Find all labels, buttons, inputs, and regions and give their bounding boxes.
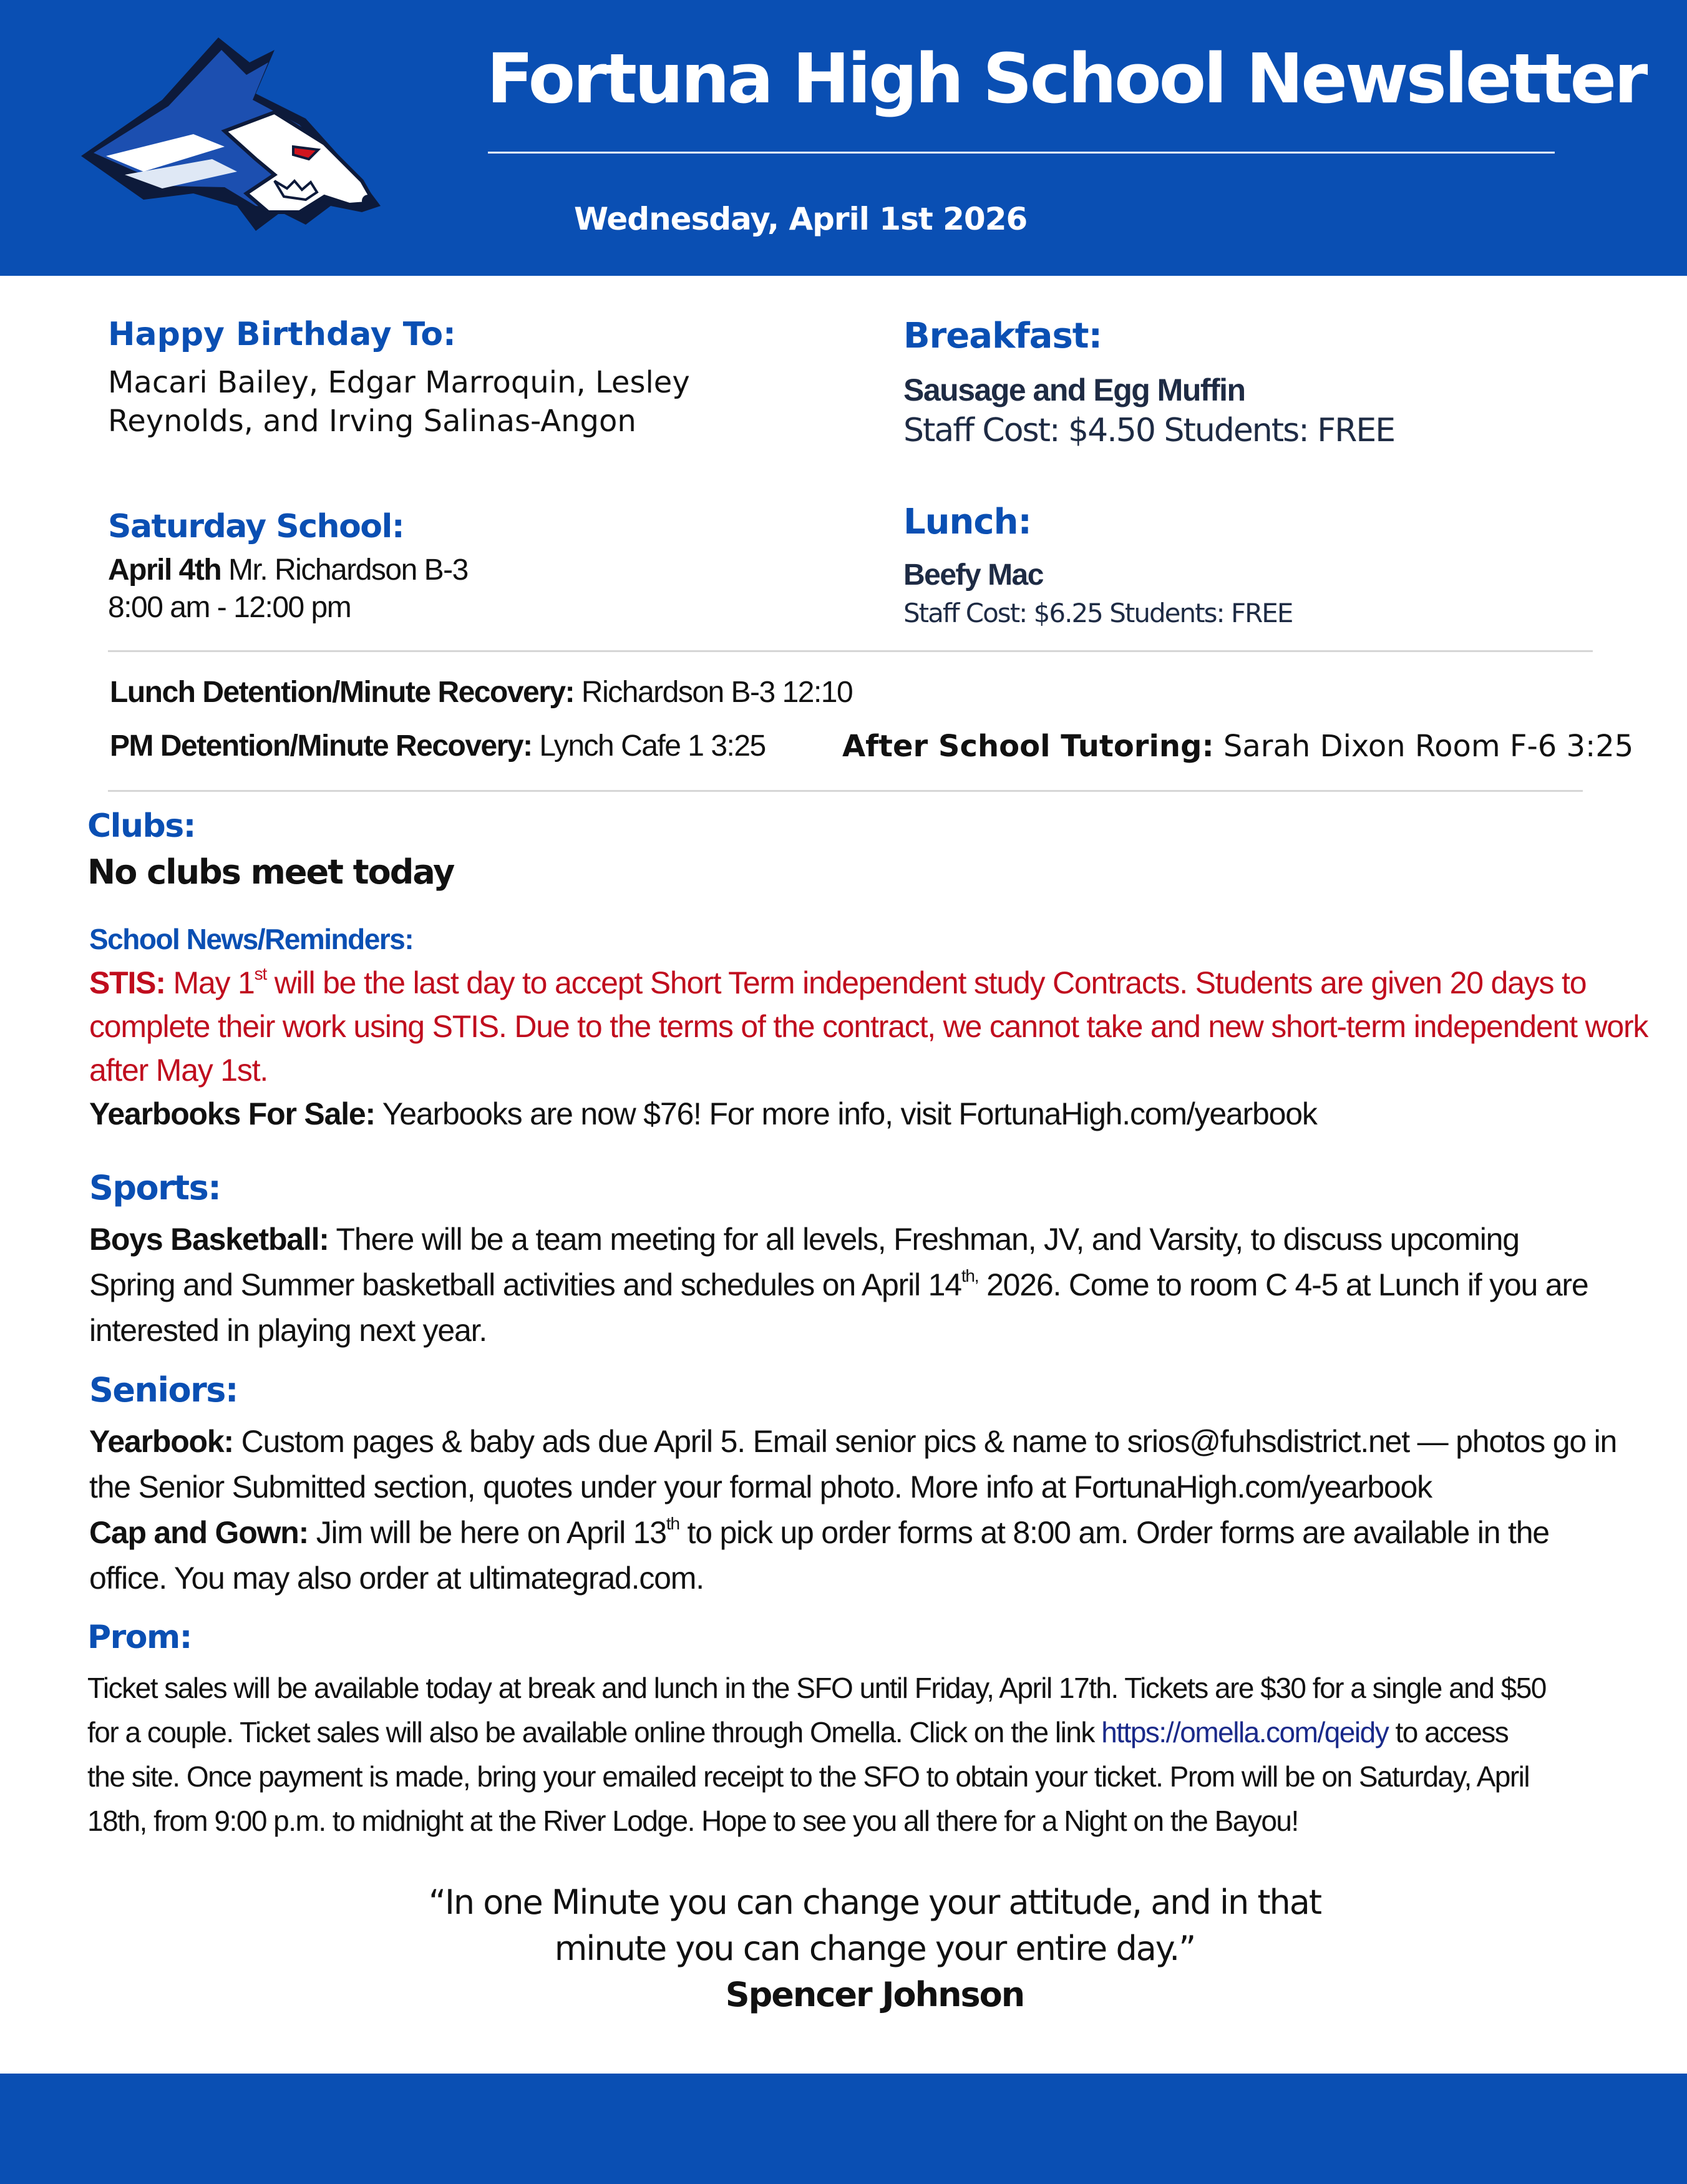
lunch-cost: Staff Cost: $6.25 Students: FREE bbox=[903, 598, 1293, 628]
saturday-school-details bbox=[108, 552, 468, 626]
sports-body bbox=[89, 1217, 1588, 1353]
senior-yearbook-label: Yearbook: bbox=[89, 1424, 233, 1459]
footer-banner bbox=[0, 2074, 1687, 2184]
birthday-line: Macari Bailey, Edgar Marroquin, Lesley bbox=[108, 365, 690, 400]
yearbook-sale-text: Yearbooks are now $76! For more info, visit FortunaHigh.com/yearbook bbox=[374, 1096, 1317, 1131]
yearbook-sale bbox=[89, 1092, 1661, 1136]
tutoring-value: Sarah Dixon Room F-6 3:25 bbox=[1213, 729, 1634, 764]
pm-detention bbox=[110, 729, 766, 763]
section-divider bbox=[108, 650, 1593, 652]
boys-basketball-label: Boys Basketball: bbox=[89, 1222, 329, 1257]
cap-gown-label: Cap and Gown: bbox=[89, 1515, 309, 1550]
seniors-heading: Seniors: bbox=[89, 1370, 238, 1410]
prom-text: to access bbox=[1388, 1716, 1509, 1748]
breakfast-heading: Breakfast: bbox=[903, 316, 1102, 356]
prom-text: the site. Once payment is made, bring your emailed receipt to the SFO to obtain your ticket. Prom will be on Saturday, April bbox=[87, 1760, 1530, 1793]
stis-text: May 1 bbox=[165, 965, 255, 1000]
omella-link[interactable]: https://omella.com/qeidy bbox=[1101, 1716, 1389, 1748]
birthday-heading: Happy Birthday To: bbox=[108, 316, 456, 353]
seniors-text: Custom pages & baby ads due April 5. Email senior pics & name to srios@fuhsdistrict.net — photos go in bbox=[233, 1424, 1617, 1459]
seniors-text: the Senior Submitted section, quotes under your formal photo. More info at FortunaHigh.com/yearbook bbox=[89, 1470, 1432, 1504]
yearbook-sale-label: Yearbooks For Sale: bbox=[89, 1096, 375, 1131]
prom-body bbox=[87, 1666, 1546, 1843]
seniors-text: Jim will be here on April 13 bbox=[308, 1515, 666, 1550]
pm-detention-label: PM Detention/Minute Recovery: bbox=[110, 729, 532, 763]
stis-line: complete their work using STIS. Due to the terms of the contract, we cannot take and new short-term independent work bbox=[89, 1009, 1648, 1044]
quote bbox=[220, 1879, 1530, 2018]
quote-author: Spencer Johnson bbox=[725, 1975, 1024, 2014]
stis-notice bbox=[89, 961, 1661, 1005]
lunch-detention-value: Richardson B-3 12:10 bbox=[574, 676, 853, 709]
birthday-names bbox=[108, 363, 690, 441]
saturday-school-heading: Saturday School: bbox=[108, 508, 404, 545]
clubs-text: No clubs meet today bbox=[87, 852, 454, 892]
breakfast-cost: Staff Cost: $4.50 Students: FREE bbox=[903, 412, 1395, 449]
stis-text: will be the last day to accept Short Term independent study Contracts. Students are given 20 days to bbox=[266, 965, 1587, 1000]
wolf-mascot-logo bbox=[69, 25, 393, 237]
sports-text: Spring and Summer basketball activities and schedules on April 14 bbox=[89, 1267, 961, 1302]
news-body bbox=[89, 961, 1661, 1136]
newsletter-date: Wednesday, April 1st 2026 bbox=[574, 201, 1028, 237]
section-divider bbox=[108, 790, 1583, 792]
quote-line: minute you can change your entire day.” bbox=[554, 1929, 1195, 1968]
seniors-body bbox=[89, 1419, 1617, 1601]
pm-detention-value: Lynch Cafe 1 3:25 bbox=[532, 729, 766, 763]
prom-text: 18th, from 9:00 p.m. to midnight at the River Lodge. Hope to see you all there for a Night on the Bayou! bbox=[87, 1805, 1298, 1837]
prom-heading: Prom: bbox=[87, 1619, 192, 1656]
lunch-detention-label: Lunch Detention/Minute Recovery: bbox=[110, 676, 575, 709]
lunch-detention bbox=[110, 675, 852, 709]
lunch-item: Beefy Mac bbox=[903, 558, 1043, 592]
tutoring-label: After School Tutoring: bbox=[842, 729, 1214, 764]
sports-heading: Sports: bbox=[89, 1168, 221, 1207]
lunch-heading: Lunch: bbox=[903, 502, 1031, 542]
seniors-sup: th bbox=[666, 1514, 679, 1534]
sports-text: 2026. Come to room C 4-5 at Lunch if you are bbox=[978, 1267, 1588, 1302]
sports-sup: th, bbox=[961, 1266, 979, 1286]
seniors-text: office. You may also order at ultimategrad.com. bbox=[89, 1561, 704, 1596]
stis-label: STIS: bbox=[89, 965, 165, 1000]
newsletter-title: Fortuna High School Newsletter bbox=[487, 39, 1646, 119]
stis-sup: st bbox=[254, 964, 267, 984]
clubs-heading: Clubs: bbox=[87, 807, 195, 845]
prom-text: Ticket sales will be available today at break and lunch in the SFO until Friday, April 17th. Tickets are $30 for a single and $50 bbox=[87, 1672, 1546, 1704]
breakfast-item: Sausage and Egg Muffin bbox=[903, 373, 1245, 407]
saturday-school-date: April 4th bbox=[108, 553, 221, 587]
seniors-text: to pick up order forms at 8:00 am. Order forms are available in the bbox=[679, 1515, 1549, 1550]
title-divider bbox=[488, 152, 1555, 154]
saturday-school-teacher: Mr. Richardson B-3 bbox=[221, 553, 468, 587]
sports-text: There will be a team meeting for all levels, Freshman, JV, and Varsity, to discuss upcoming bbox=[328, 1222, 1519, 1257]
sports-text: interested in playing next year. bbox=[89, 1313, 487, 1348]
prom-text: for a couple. Ticket sales will also be available online through Omella. Click on the link bbox=[87, 1716, 1102, 1748]
stis-line: after May 1st. bbox=[89, 1053, 268, 1088]
after-school-tutoring bbox=[842, 729, 1633, 764]
saturday-school-time: 8:00 am - 12:00 pm bbox=[108, 591, 351, 624]
news-heading: School News/Reminders: bbox=[89, 923, 414, 955]
quote-line: “In one Minute you can change your attitude, and in that bbox=[428, 1883, 1321, 1922]
birthday-line: Reynolds, and Irving Salinas-Angon bbox=[108, 404, 636, 439]
